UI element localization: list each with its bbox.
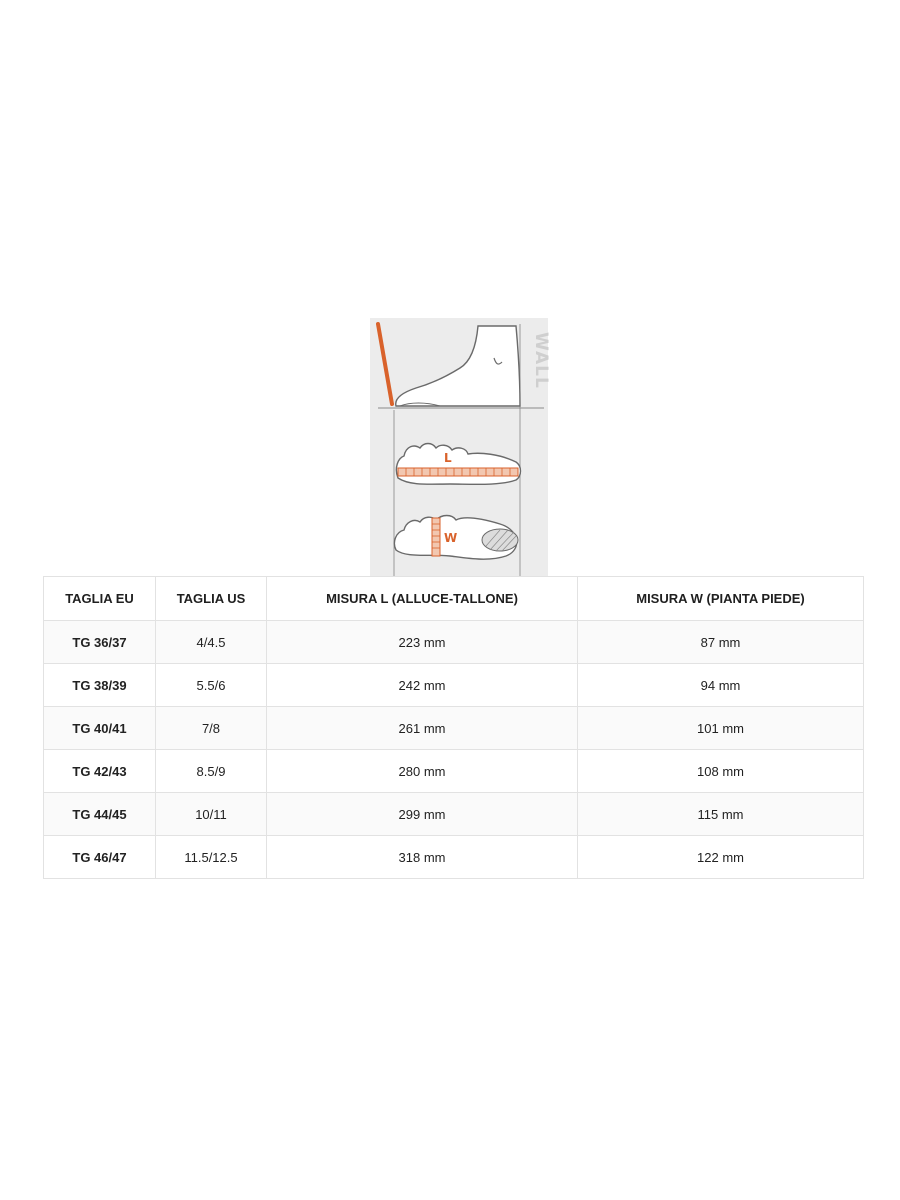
- width-letter: W: [444, 531, 458, 545]
- header-width: MISURA W (PIANTA PIEDE): [578, 577, 864, 621]
- cell-eu-size: TG 42/43: [44, 750, 156, 793]
- wall-label: WALL: [531, 332, 551, 389]
- foot-measurement-diagram: [370, 318, 551, 578]
- measuring-stick: [378, 324, 392, 404]
- cell-us-size: 4/4.5: [156, 621, 267, 664]
- cell-length: 223 mm: [267, 621, 578, 664]
- table-row: [44, 664, 864, 707]
- cell-eu-size: TG 38/39: [44, 664, 156, 707]
- table-row: [44, 707, 864, 750]
- cell-eu-size: TG 36/37: [44, 621, 156, 664]
- cell-length: 318 mm: [267, 836, 578, 879]
- cell-width: 115 mm: [578, 793, 864, 836]
- cell-us-size: 11.5/12.5: [156, 836, 267, 879]
- cell-us-size: 7/8: [156, 707, 267, 750]
- header-eu-size: TAGLIA EU: [44, 577, 156, 621]
- header-length: MISURA L (ALLUCE-TALLONE): [267, 577, 578, 621]
- cell-width: 87 mm: [578, 621, 864, 664]
- cell-width: 108 mm: [578, 750, 864, 793]
- foot-measurement-illustration: [370, 318, 551, 578]
- length-letter: L: [444, 451, 452, 465]
- cell-us-size: 8.5/9: [156, 750, 267, 793]
- cell-eu-size: TG 44/45: [44, 793, 156, 836]
- cell-width: 122 mm: [578, 836, 864, 879]
- cell-width: 101 mm: [578, 707, 864, 750]
- foot-width-view-icon: [394, 516, 518, 560]
- table-row: [44, 793, 864, 836]
- cell-length: 242 mm: [267, 664, 578, 707]
- cell-width: 94 mm: [578, 664, 864, 707]
- cell-eu-size: TG 46/47: [44, 836, 156, 879]
- table-row: [44, 750, 864, 793]
- size-chart-table: [43, 576, 864, 879]
- cell-length: 299 mm: [267, 793, 578, 836]
- cell-length: 280 mm: [267, 750, 578, 793]
- header-us-size: TAGLIA US: [156, 577, 267, 621]
- table-row: [44, 836, 864, 879]
- cell-us-size: 10/11: [156, 793, 267, 836]
- table-row: [44, 621, 864, 664]
- cell-us-size: 5.5/6: [156, 664, 267, 707]
- cell-length: 261 mm: [267, 707, 578, 750]
- foot-side-view-icon: [396, 326, 520, 406]
- cell-eu-size: TG 40/41: [44, 707, 156, 750]
- table-header-row: [44, 577, 864, 621]
- foot-length-view-icon: [396, 444, 520, 485]
